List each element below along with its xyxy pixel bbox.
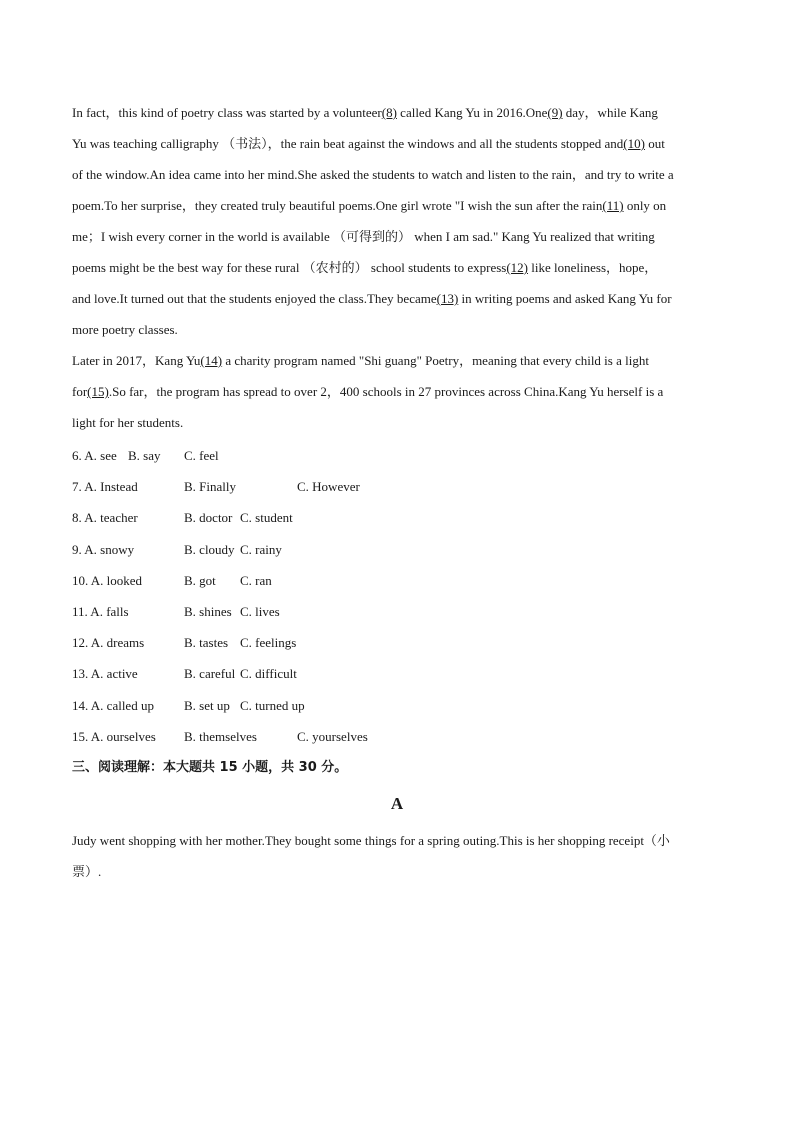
option-a: 7. A. Instead (72, 479, 138, 494)
option-row (72, 440, 722, 471)
passage-line (72, 97, 658, 128)
passage-line (72, 159, 674, 190)
passage-text: only on (623, 198, 667, 213)
option-c: C. student (240, 510, 293, 525)
option-a: 13. A. active (72, 666, 138, 681)
passage-text: like loneliness，hope， (528, 260, 658, 275)
passage-text: In fact，this kind of poetry class was started by a volunteer (72, 105, 382, 120)
option-b: B. themselves (184, 729, 257, 744)
passage-text: poems might be the best way for these rural （农村的） school students to express (72, 260, 507, 275)
option-a: 8. A. teacher (72, 510, 138, 525)
option-a: 9. A. snowy (72, 542, 135, 557)
blank-number: (15) (87, 384, 109, 399)
option-row (72, 596, 722, 627)
option-a: 10. A. looked (72, 573, 143, 588)
option-b: B. Finally (184, 479, 237, 494)
passage-text: and love.It turned out that the students enjoyed the class.They became (72, 291, 437, 306)
blank-number: (12) (506, 260, 529, 275)
reading-intro-line-1: Judy went shopping with her mother.They bought some things for a spring outing.This is her shopping receipt（小 (72, 833, 670, 848)
passage-line (72, 314, 178, 345)
option-b: B. set up (184, 698, 230, 713)
passage-text: for (72, 384, 88, 399)
blank-number: (14) (200, 353, 223, 368)
option-a: 11. A. falls (72, 604, 129, 619)
passage-line (72, 128, 665, 159)
option-row (72, 658, 722, 689)
blank-number: (13) (436, 291, 459, 306)
passage-text: Later in 2017，Kang Yu (72, 353, 201, 368)
passage-text: day，while Kang (562, 105, 658, 120)
option-b: B. doctor (184, 510, 233, 525)
option-row (72, 502, 722, 533)
passage-text: in writing poems and asked Kang Yu for (458, 291, 672, 306)
option-c: C. ran (240, 573, 272, 588)
passage-text: Yu was teaching calligraphy （书法），the rain beat against the windows and all the students stopped and (72, 136, 624, 151)
passage-text: out (644, 136, 665, 151)
option-c: C. difficult (240, 666, 297, 681)
blank-number: (9) (547, 105, 563, 120)
option-b: B. say (128, 448, 161, 463)
passage-text: of the window.An idea came into her mind.She asked the students to watch and listen to the rain，and try to write a (72, 167, 674, 182)
option-row (72, 565, 722, 596)
section-heading: 三、阅读理解：本大题共 15 小题，共 30 分。 (72, 760, 348, 775)
blank-number: (10) (623, 136, 645, 151)
option-a: 14. A. called up (72, 698, 154, 713)
passage-text: .So far，the program has spread to over 2，400 schools in 27 provinces across China.Kang Yu herself is a (108, 384, 664, 399)
passage-text: called Kang Yu in 2016.One (396, 105, 548, 120)
passage-line (72, 376, 663, 407)
passage-text: more poetry classes. (72, 322, 178, 337)
option-row (72, 721, 722, 752)
part-label: A (390, 794, 404, 813)
option-c: C. feelings (240, 635, 297, 650)
option-row (72, 534, 722, 565)
option-b: B. shines (184, 604, 232, 619)
option-c: C. turned up (240, 698, 305, 713)
passage-line (72, 221, 655, 252)
option-c: C. rainy (240, 542, 282, 557)
option-b: B. got (184, 573, 216, 588)
option-c: C. yourselves (297, 729, 368, 744)
passage-line (72, 252, 657, 283)
passage-text: light for her students. (72, 415, 184, 430)
option-row (72, 627, 722, 658)
option-row (72, 690, 722, 721)
passage-text: a charity program named "Shi guang" Poetry，meaning that every child is a light (222, 353, 649, 368)
option-c: C. However (297, 479, 360, 494)
passage-line (72, 283, 672, 314)
option-a: 12. A. dreams (72, 635, 145, 650)
option-b: B. careful (184, 666, 236, 681)
blank-number: (11) (602, 198, 624, 213)
blank-number: (8) (381, 105, 397, 120)
option-row (72, 471, 722, 502)
option-c: C. lives (240, 604, 280, 619)
passage-line (72, 345, 649, 376)
passage-text: poem.To her surprise，they created truly beautiful poems.One girl wrote "I wish the sun after the rain (72, 198, 603, 213)
option-c: C. feel (184, 448, 219, 463)
option-b: B. tastes (184, 635, 229, 650)
passage-line (72, 190, 666, 221)
option-a: 6. A. see (72, 448, 117, 463)
option-b: B. cloudy (184, 542, 235, 557)
option-a: 15. A. ourselves (72, 729, 156, 744)
passage-text: me；I wish every corner in the world is available （可得到的） when I am sad." Kang Yu realized that writing (72, 229, 655, 244)
passage-line (72, 407, 183, 438)
reading-intro-line-2: 票）. (72, 864, 102, 879)
